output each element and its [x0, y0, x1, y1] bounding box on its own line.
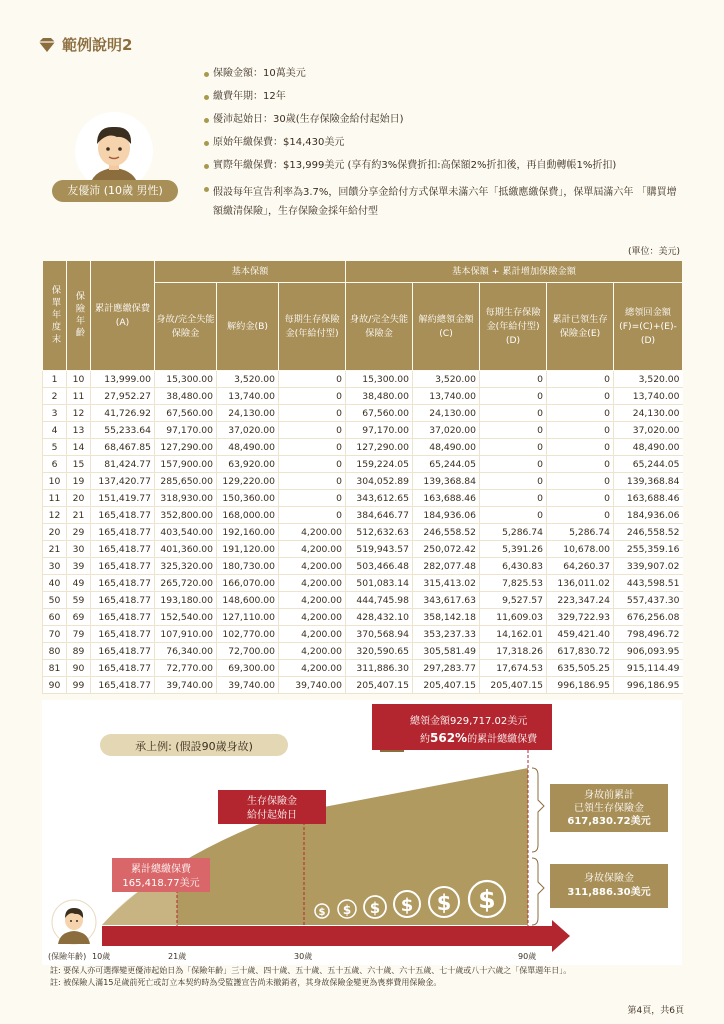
table-cell: 191,120.00: [217, 541, 279, 558]
table-cell: 17,318.26: [480, 643, 547, 660]
table-cell: 69: [67, 609, 91, 626]
table-cell: 166,070.00: [217, 575, 279, 592]
coin-4: $: [400, 895, 414, 916]
table-cell: 246,558.52: [614, 524, 683, 541]
table-cell: 127,290.00: [346, 439, 413, 456]
header-basic-surrender: 解約金(B): [217, 283, 279, 371]
detail-payment-term: 繳費年期：12年: [203, 91, 683, 103]
table-cell: 63,920.00: [217, 456, 279, 473]
table-cell: 305,581.49: [413, 643, 480, 660]
table-cell: 107,910.00: [155, 626, 217, 643]
table-cell: 38,480.00: [346, 388, 413, 405]
table-cell: 150,360.00: [217, 490, 279, 507]
table-cell: 282,077.48: [413, 558, 480, 575]
header-group-total: 基本保額 + 累計增加保險金額: [346, 261, 683, 283]
svg-text:生存保險金: 生存保險金: [247, 796, 297, 807]
table-cell: 184,936.06: [413, 507, 480, 524]
table-cell: 0: [279, 473, 346, 490]
table-cell: 676,256.08: [614, 609, 683, 626]
table-cell: 617,830.72: [547, 643, 614, 660]
table-cell: 80: [43, 643, 67, 660]
table-cell: 5,286.74: [480, 524, 547, 541]
table-cell: 265,720.00: [155, 575, 217, 592]
table-cell: 0: [480, 490, 547, 507]
table-cell: 0: [547, 405, 614, 422]
table-cell: 7,825.53: [480, 575, 547, 592]
table-cell: 0: [480, 388, 547, 405]
example-label: 承上例: (假設90歲身故): [135, 740, 253, 753]
table-cell: 798,496.72: [614, 626, 683, 643]
table-cell: 0: [480, 371, 547, 388]
table-cell: 443,598.51: [614, 575, 683, 592]
detail-start-date: 優沛起始日：30歲(生存保險金給付起始日): [203, 114, 683, 126]
header-total-cum-survival: 累計已領生存保險金(E): [547, 283, 614, 371]
table-cell: 163,688.46: [614, 490, 683, 507]
table-cell: 6,430.83: [480, 558, 547, 575]
table-cell: 20: [43, 524, 67, 541]
table-row: [43, 388, 683, 405]
table-cell: 0: [547, 388, 614, 405]
table-cell: 39,740.00: [155, 677, 217, 694]
table-cell: 0: [480, 507, 547, 524]
table-cell: 102,770.00: [217, 626, 279, 643]
table-cell: 13: [67, 422, 91, 439]
table-cell: 250,072.42: [413, 541, 480, 558]
table-cell: 67,560.00: [346, 405, 413, 422]
table-cell: 4,200.00: [279, 660, 346, 677]
coin-1: $: [318, 907, 326, 918]
table-cell: 49: [67, 575, 91, 592]
coin-5: $: [436, 891, 452, 915]
table-cell: 4,200.00: [279, 575, 346, 592]
table-cell: 4,200.00: [279, 541, 346, 558]
table-cell: 29: [67, 524, 91, 541]
table-cell: 5,286.74: [547, 524, 614, 541]
svg-text:311,886.30美元: 311,886.30美元: [567, 887, 651, 898]
table-cell: 503,466.48: [346, 558, 413, 575]
table-cell: 0: [480, 439, 547, 456]
table-cell: 129,220.00: [217, 473, 279, 490]
table-row: [43, 660, 683, 677]
header-total-return: 總領回金額(F)=(C)+(E)-(D): [614, 283, 683, 371]
plan-details: [203, 68, 683, 232]
bracket-death: [532, 858, 544, 925]
svg-text:給付起始日: 給付起始日: [247, 810, 297, 821]
table-cell: 67,560.00: [155, 405, 217, 422]
table-cell: 97,170.00: [346, 422, 413, 439]
table-cell: 139,368.84: [413, 473, 480, 490]
table-cell: 0: [279, 371, 346, 388]
table-cell: 70: [43, 626, 67, 643]
table-cell: 30: [67, 541, 91, 558]
table-cell: 97,170.00: [155, 422, 217, 439]
table-cell: 315,413.02: [413, 575, 480, 592]
table-row: [43, 677, 683, 694]
svg-text:617,830.72美元: 617,830.72美元: [567, 816, 651, 827]
table-cell: 165,418.77: [91, 660, 155, 677]
table-cell: 4,200.00: [279, 524, 346, 541]
age-30: 30歲: [294, 952, 313, 961]
table-cell: 4,200.00: [279, 558, 346, 575]
detail-assumption: 假設每年宣告利率為3.7%，回饋分享金給付方式保單未滿六年「抵繳應繳保費」，保單屆滿六年 「購買增額繳清保險」，生存保險金採年給付型: [203, 183, 683, 221]
table-cell: 0: [279, 456, 346, 473]
table-cell: 68,467.85: [91, 439, 155, 456]
table-cell: 0: [279, 422, 346, 439]
table-cell: 192,160.00: [217, 524, 279, 541]
total-label-1: 總領金額929,717.02美元: [410, 716, 528, 727]
table-cell: 996,186.95: [547, 677, 614, 694]
table-cell: 304,052.89: [346, 473, 413, 490]
svg-text:165,418.77美元: 165,418.77美元: [122, 878, 200, 889]
table-cell: 343,612.65: [346, 490, 413, 507]
table-cell: 165,418.77: [91, 524, 155, 541]
table-row: [43, 609, 683, 626]
footnote-2: 註: 被保險人滿15足歲前死亡或訂立本契約時為受監護宣告尚未撤銷者，其身故保險金變更為喪葬費用保險金。: [50, 978, 442, 987]
table-cell: 4,200.00: [279, 609, 346, 626]
table-cell: 59: [67, 592, 91, 609]
table-cell: 0: [279, 507, 346, 524]
avatar-small: [52, 900, 96, 944]
table-cell: 401,360.00: [155, 541, 217, 558]
table-cell: 15: [67, 456, 91, 473]
table-cell: 48,490.00: [614, 439, 683, 456]
right-box-death: [550, 864, 668, 908]
table-cell: 0: [480, 405, 547, 422]
table-cell: 41,726.92: [91, 405, 155, 422]
age-21: 21歲: [168, 952, 187, 961]
bracket-survival: [532, 768, 544, 852]
table-cell: 6: [43, 456, 67, 473]
table-cell: 5: [43, 439, 67, 456]
table-cell: 906,093.95: [614, 643, 683, 660]
table-cell: 14,162.01: [480, 626, 547, 643]
svg-text:已領生存保險金: 已領生存保險金: [574, 803, 644, 814]
svg-text:累計總繳保費: 累計總繳保費: [131, 864, 191, 875]
header-total-survival: 每期生存保險金(年給付型)(D): [480, 283, 547, 371]
table-cell: 0: [279, 388, 346, 405]
table-cell: 15,300.00: [346, 371, 413, 388]
table-cell: 14: [67, 439, 91, 456]
table-cell: 99: [67, 677, 91, 694]
table-cell: 403,540.00: [155, 524, 217, 541]
table-cell: 0: [279, 490, 346, 507]
table-cell: 0: [547, 490, 614, 507]
table-cell: 21: [43, 541, 67, 558]
table-cell: 11: [43, 490, 67, 507]
table-cell: 0: [279, 439, 346, 456]
table-cell: 223,347.24: [547, 592, 614, 609]
table-cell: 127,290.00: [155, 439, 217, 456]
section-title: [38, 34, 132, 55]
table-cell: 90: [43, 677, 67, 694]
table-cell: 4,200.00: [279, 626, 346, 643]
table-cell: 139,368.84: [614, 473, 683, 490]
table-cell: 24,130.00: [217, 405, 279, 422]
table-row: [43, 626, 683, 643]
table-cell: 5,391.26: [480, 541, 547, 558]
table-cell: 19: [67, 473, 91, 490]
benefit-illustration: [42, 700, 682, 965]
unit-note: (單位：美元): [627, 247, 680, 257]
table-cell: 428,432.10: [346, 609, 413, 626]
table-cell: 55,233.64: [91, 422, 155, 439]
table-cell: 0: [547, 473, 614, 490]
table-cell: 165,418.77: [91, 592, 155, 609]
table-cell: 24,130.00: [614, 405, 683, 422]
table-cell: 165,418.77: [91, 609, 155, 626]
coin-2: $: [342, 903, 352, 917]
table-cell: 13,740.00: [217, 388, 279, 405]
table-cell: 64,260.37: [547, 558, 614, 575]
table-cell: 255,359.16: [614, 541, 683, 558]
table-cell: 246,558.52: [413, 524, 480, 541]
table-cell: 512,632.63: [346, 524, 413, 541]
age-90: 90歲: [518, 952, 537, 961]
table-cell: 17,674.53: [480, 660, 547, 677]
table-cell: 3,520.00: [614, 371, 683, 388]
table-cell: 12: [43, 507, 67, 524]
table-cell: 10: [43, 473, 67, 490]
table-cell: 79: [67, 626, 91, 643]
table-cell: 0: [547, 507, 614, 524]
table-row: [43, 439, 683, 456]
table-cell: 89: [67, 643, 91, 660]
table-cell: 635,505.25: [547, 660, 614, 677]
table-cell: 339,907.02: [614, 558, 683, 575]
table-cell: 136,011.02: [547, 575, 614, 592]
table-cell: 1: [43, 371, 67, 388]
section-title-text: 範例說明2: [62, 36, 133, 54]
table-cell: 165,418.77: [91, 541, 155, 558]
coin-6: $: [478, 885, 496, 914]
detail-actual-premium: 實際年繳保費：$13,999美元 (享有約3%保費折扣:高保額2%折扣後，再自動轉帳1%折扣): [203, 160, 683, 172]
profile-name: 友優沛 (10歲 男性): [52, 180, 178, 202]
table-cell: 311,886.30: [346, 660, 413, 677]
table-cell: 0: [547, 456, 614, 473]
table-cell: 37,020.00: [217, 422, 279, 439]
table-row: [43, 524, 683, 541]
table-row: [43, 456, 683, 473]
table-row: [43, 558, 683, 575]
table-cell: 151,419.77: [91, 490, 155, 507]
table-cell: 444,745.98: [346, 592, 413, 609]
table-cell: 20: [67, 490, 91, 507]
table-cell: 13,740.00: [614, 388, 683, 405]
table-cell: 60: [43, 609, 67, 626]
header-basic-survival: 每期生存保險金(年給付型): [279, 283, 346, 371]
table-cell: 39,740.00: [279, 677, 346, 694]
benefit-table: [42, 260, 683, 694]
table-cell: 0: [547, 371, 614, 388]
table-cell: 9,527.57: [480, 592, 547, 609]
table-cell: 165,418.77: [91, 575, 155, 592]
table-row: [43, 405, 683, 422]
svg-text:身故保險金: 身故保險金: [584, 873, 634, 884]
table-cell: 27,952.27: [91, 388, 155, 405]
table-cell: 157,900.00: [155, 456, 217, 473]
table-cell: 11: [67, 388, 91, 405]
table-cell: 10,678.00: [547, 541, 614, 558]
table-cell: 13,740.00: [413, 388, 480, 405]
table-cell: 37,020.00: [614, 422, 683, 439]
table-cell: 76,340.00: [155, 643, 217, 660]
table-cell: 127,110.00: [217, 609, 279, 626]
table-cell: 915,114.49: [614, 660, 683, 677]
table-cell: 48,490.00: [413, 439, 480, 456]
table-cell: 184,936.06: [614, 507, 683, 524]
table-cell: 10: [67, 371, 91, 388]
table-cell: 65,244.05: [413, 456, 480, 473]
coin-3: $: [369, 899, 381, 917]
table-cell: 205,407.15: [480, 677, 547, 694]
table-cell: 37,020.00: [413, 422, 480, 439]
table-cell: 81,424.77: [91, 456, 155, 473]
table-cell: 358,142.18: [413, 609, 480, 626]
table-cell: 205,407.15: [413, 677, 480, 694]
table-row: [43, 643, 683, 660]
table-cell: 205,407.15: [346, 677, 413, 694]
table-cell: 4: [43, 422, 67, 439]
table-cell: 13,999.00: [91, 371, 155, 388]
age-10: 10歲: [92, 952, 111, 961]
table-cell: 11,609.03: [480, 609, 547, 626]
table-cell: 90: [67, 660, 91, 677]
table-cell: 15,300.00: [155, 371, 217, 388]
table-cell: 48,490.00: [217, 439, 279, 456]
table-cell: 557,437.30: [614, 592, 683, 609]
table-cell: 24,130.00: [413, 405, 480, 422]
table-cell: 50: [43, 592, 67, 609]
table-cell: 2: [43, 388, 67, 405]
avatar: [75, 112, 153, 190]
table-row: [43, 422, 683, 439]
table-cell: 148,600.00: [217, 592, 279, 609]
table-cell: 165,418.77: [91, 643, 155, 660]
detail-original-premium: 原始年繳保費：$14,430美元: [203, 137, 683, 149]
header-policy-year: 保單年度末: [43, 261, 67, 371]
table-cell: 325,320.00: [155, 558, 217, 575]
table-cell: 0: [480, 422, 547, 439]
table-cell: 65,244.05: [614, 456, 683, 473]
table-cell: 165,418.77: [91, 626, 155, 643]
table-cell: 72,700.00: [217, 643, 279, 660]
page-number: 第4頁，共6頁: [627, 1006, 684, 1016]
diamond-icon: [38, 37, 56, 53]
table-cell: 165,418.77: [91, 677, 155, 694]
table-cell: 996,186.95: [614, 677, 683, 694]
total-label-2: 約562%的累計總繳保費: [420, 731, 538, 745]
table-cell: 81: [43, 660, 67, 677]
table-row: [43, 473, 683, 490]
axis-label: (保險年齡): [48, 952, 87, 961]
table-cell: 39,740.00: [217, 677, 279, 694]
footnote-1: 註: 要保人亦可選擇變更優沛起始日為「保險年齡」三十歲、四十歲、五十歲、五十五歲、六十歲、六十五歲、七十歲或八十六歲之「保單週年日」。: [50, 966, 572, 975]
header-age: 保險年齡: [67, 261, 91, 371]
table-cell: 38,480.00: [155, 388, 217, 405]
table-cell: 0: [279, 405, 346, 422]
table-cell: 329,722.93: [547, 609, 614, 626]
table-cell: 180,730.00: [217, 558, 279, 575]
header-group-basic: 基本保額: [155, 261, 346, 283]
table-row: [43, 371, 683, 388]
table-row: [43, 541, 683, 558]
table-cell: 39: [67, 558, 91, 575]
table-cell: 72,770.00: [155, 660, 217, 677]
svg-text:身故前累計: 身故前累計: [584, 790, 634, 801]
table-row: [43, 592, 683, 609]
table-cell: 352,800.00: [155, 507, 217, 524]
header-basic-death: 身故/完全失能保險金: [155, 283, 217, 371]
header-cum-premium: 累計應繳保費(A): [91, 261, 155, 371]
table-cell: 318,930.00: [155, 490, 217, 507]
table-cell: 40: [43, 575, 67, 592]
footnotes: [50, 965, 571, 989]
table-row: [43, 507, 683, 524]
table-cell: 0: [547, 439, 614, 456]
table-cell: 21: [67, 507, 91, 524]
table-cell: 3,520.00: [413, 371, 480, 388]
table-cell: 0: [480, 473, 547, 490]
table-cell: 0: [547, 422, 614, 439]
header-total-death: 身故/完全失能保險金: [346, 283, 413, 371]
table-cell: 3,520.00: [217, 371, 279, 388]
table-cell: 163,688.46: [413, 490, 480, 507]
table-cell: 285,650.00: [155, 473, 217, 490]
table-cell: 12: [67, 405, 91, 422]
table-cell: 297,283.77: [413, 660, 480, 677]
table-cell: 384,646.77: [346, 507, 413, 524]
table-cell: 152,540.00: [155, 609, 217, 626]
header-total-surrender: 解約總領金額(C): [413, 283, 480, 371]
table-cell: 0: [480, 456, 547, 473]
table-cell: 137,420.77: [91, 473, 155, 490]
table-cell: 3: [43, 405, 67, 422]
table-cell: 168,000.00: [217, 507, 279, 524]
table-row: [43, 575, 683, 592]
table-cell: 343,617.63: [413, 592, 480, 609]
table-cell: 320,590.65: [346, 643, 413, 660]
detail-sum-insured: 保險金額：10萬美元: [203, 68, 683, 80]
table-cell: 4,200.00: [279, 643, 346, 660]
table-cell: 30: [43, 558, 67, 575]
table-cell: 165,418.77: [91, 507, 155, 524]
table-cell: 519,943.57: [346, 541, 413, 558]
table-cell: 501,083.14: [346, 575, 413, 592]
table-cell: 4,200.00: [279, 592, 346, 609]
table-cell: 459,421.40: [547, 626, 614, 643]
table-cell: 165,418.77: [91, 558, 155, 575]
table-cell: 370,568.94: [346, 626, 413, 643]
table-cell: 193,180.00: [155, 592, 217, 609]
table-cell: 353,237.33: [413, 626, 480, 643]
table-row: [43, 490, 683, 507]
table-cell: 159,224.05: [346, 456, 413, 473]
table-cell: 69,300.00: [217, 660, 279, 677]
